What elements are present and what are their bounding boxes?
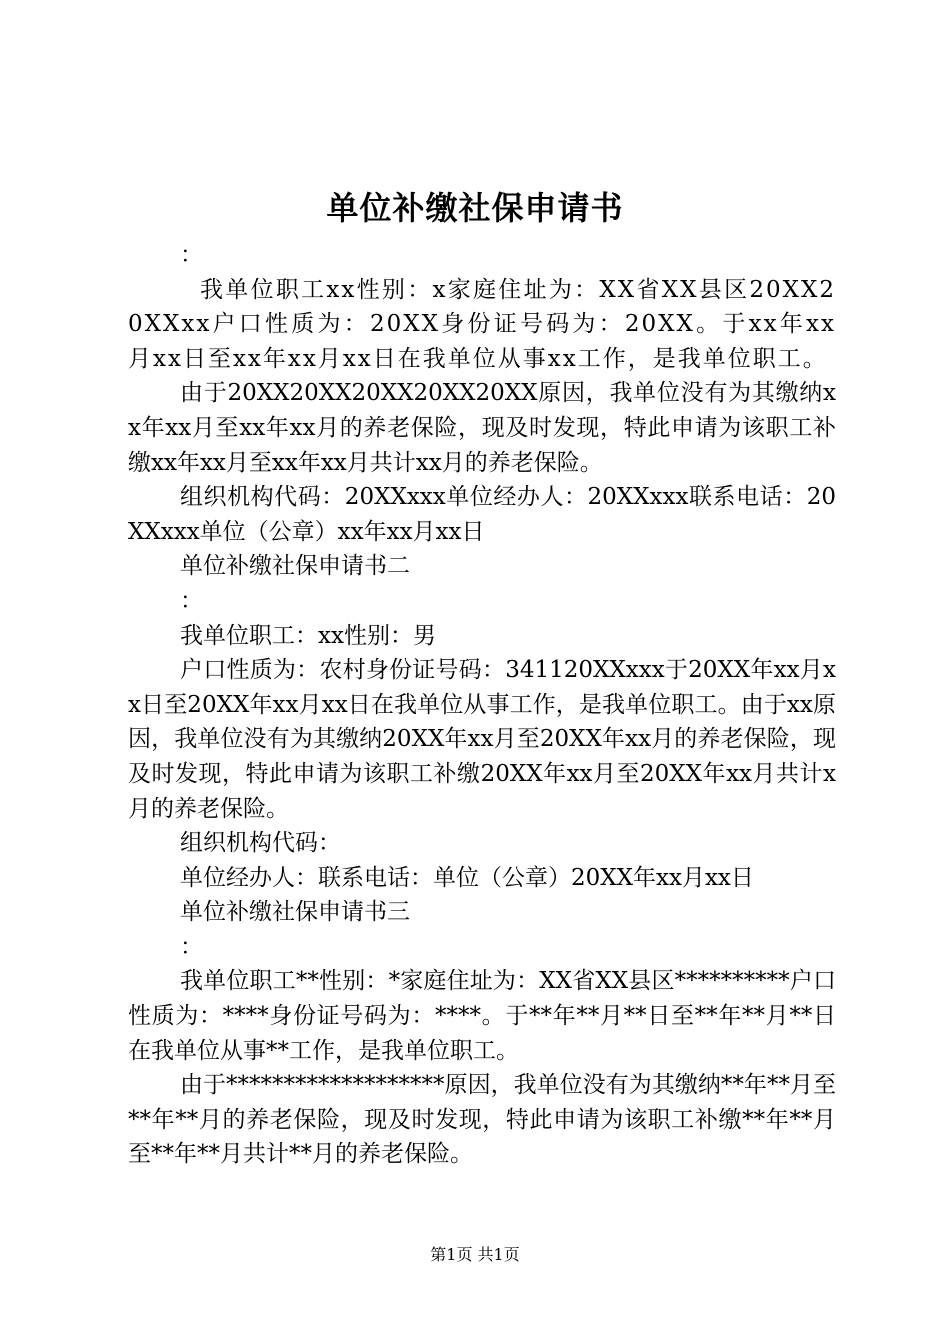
paragraph-signoff-two: 单位经办人：联系电话：单位（公章）20XX年xx月xx日 — [180, 864, 754, 891]
page-footer: 第1页 共1页 — [430, 1245, 520, 1264]
paragraph-reason-three: 由于*******************原因，我单位没有为其缴纳**年**月至**年**月的养老保险，现及时发现，特此申请为该职工补缴**年**月至**年**月共计**月的养老保险。 — [128, 1072, 836, 1168]
salutation-colon-two: ： — [180, 587, 203, 614]
document-body — [128, 238, 836, 1172]
section-heading-three: 单位补缴社保申请书三 — [180, 899, 410, 926]
document-title: 单位补缴社保申请书 — [326, 189, 624, 227]
paragraph-details-two: 户口性质为：农村身份证号码：341120XXxxx于20XX年xx月xx日至20XX年xx月xx日在我单位从事工作，是我单位职工。由于xx原因，我单位没有为其缴纳20XX年xx月至20XX年xx月的养老保险，现及时发现，特此申请为该职工补缴20XX年xx月至20XX年xx月共计x月的养老保险。 — [128, 657, 836, 822]
salutation-colon-three: ： — [180, 933, 203, 960]
section-heading-two: 单位补缴社保申请书二 — [180, 553, 410, 580]
paragraph-org-code-two: 组织机构代码： — [180, 830, 341, 857]
salutation-colon: ： — [180, 242, 203, 268]
paragraph-org-info: 组织机构代码：20XXxxx单位经办人：20XXxxx联系电话：20XXxxx单位（公章）xx年xx月xx日 — [128, 484, 836, 545]
paragraph-employee-info: 我单位职工xx性别：x家庭住址为：XX省XX县区20XX20XXxx户口性质为：20XX身份证号码为：20XX。于xx年xx月xx日至xx年xx月xx日在我单位从事xx工作，是我单位职工。 — [128, 276, 836, 372]
paragraph-employee-three: 我单位职工**性别：*家庭住址为：XX省XX县区**********户口性质为：****身份证号码为：****。于**年**月**日至**年**月**日在我单位从事**工作，是我单位职工。 — [128, 968, 837, 1064]
paragraph-reason: 由于20XX20XX20XX20XX20XX原因，我单位没有为其缴纳xx年xx月至xx年xx月的养老保险，现及时发现，特此申请为该职工补缴xx年xx月至xx年xx月共计xx月的养老保险。 — [128, 380, 836, 476]
paragraph-employee-two: 我单位职工：xx性别：男 — [180, 622, 436, 649]
